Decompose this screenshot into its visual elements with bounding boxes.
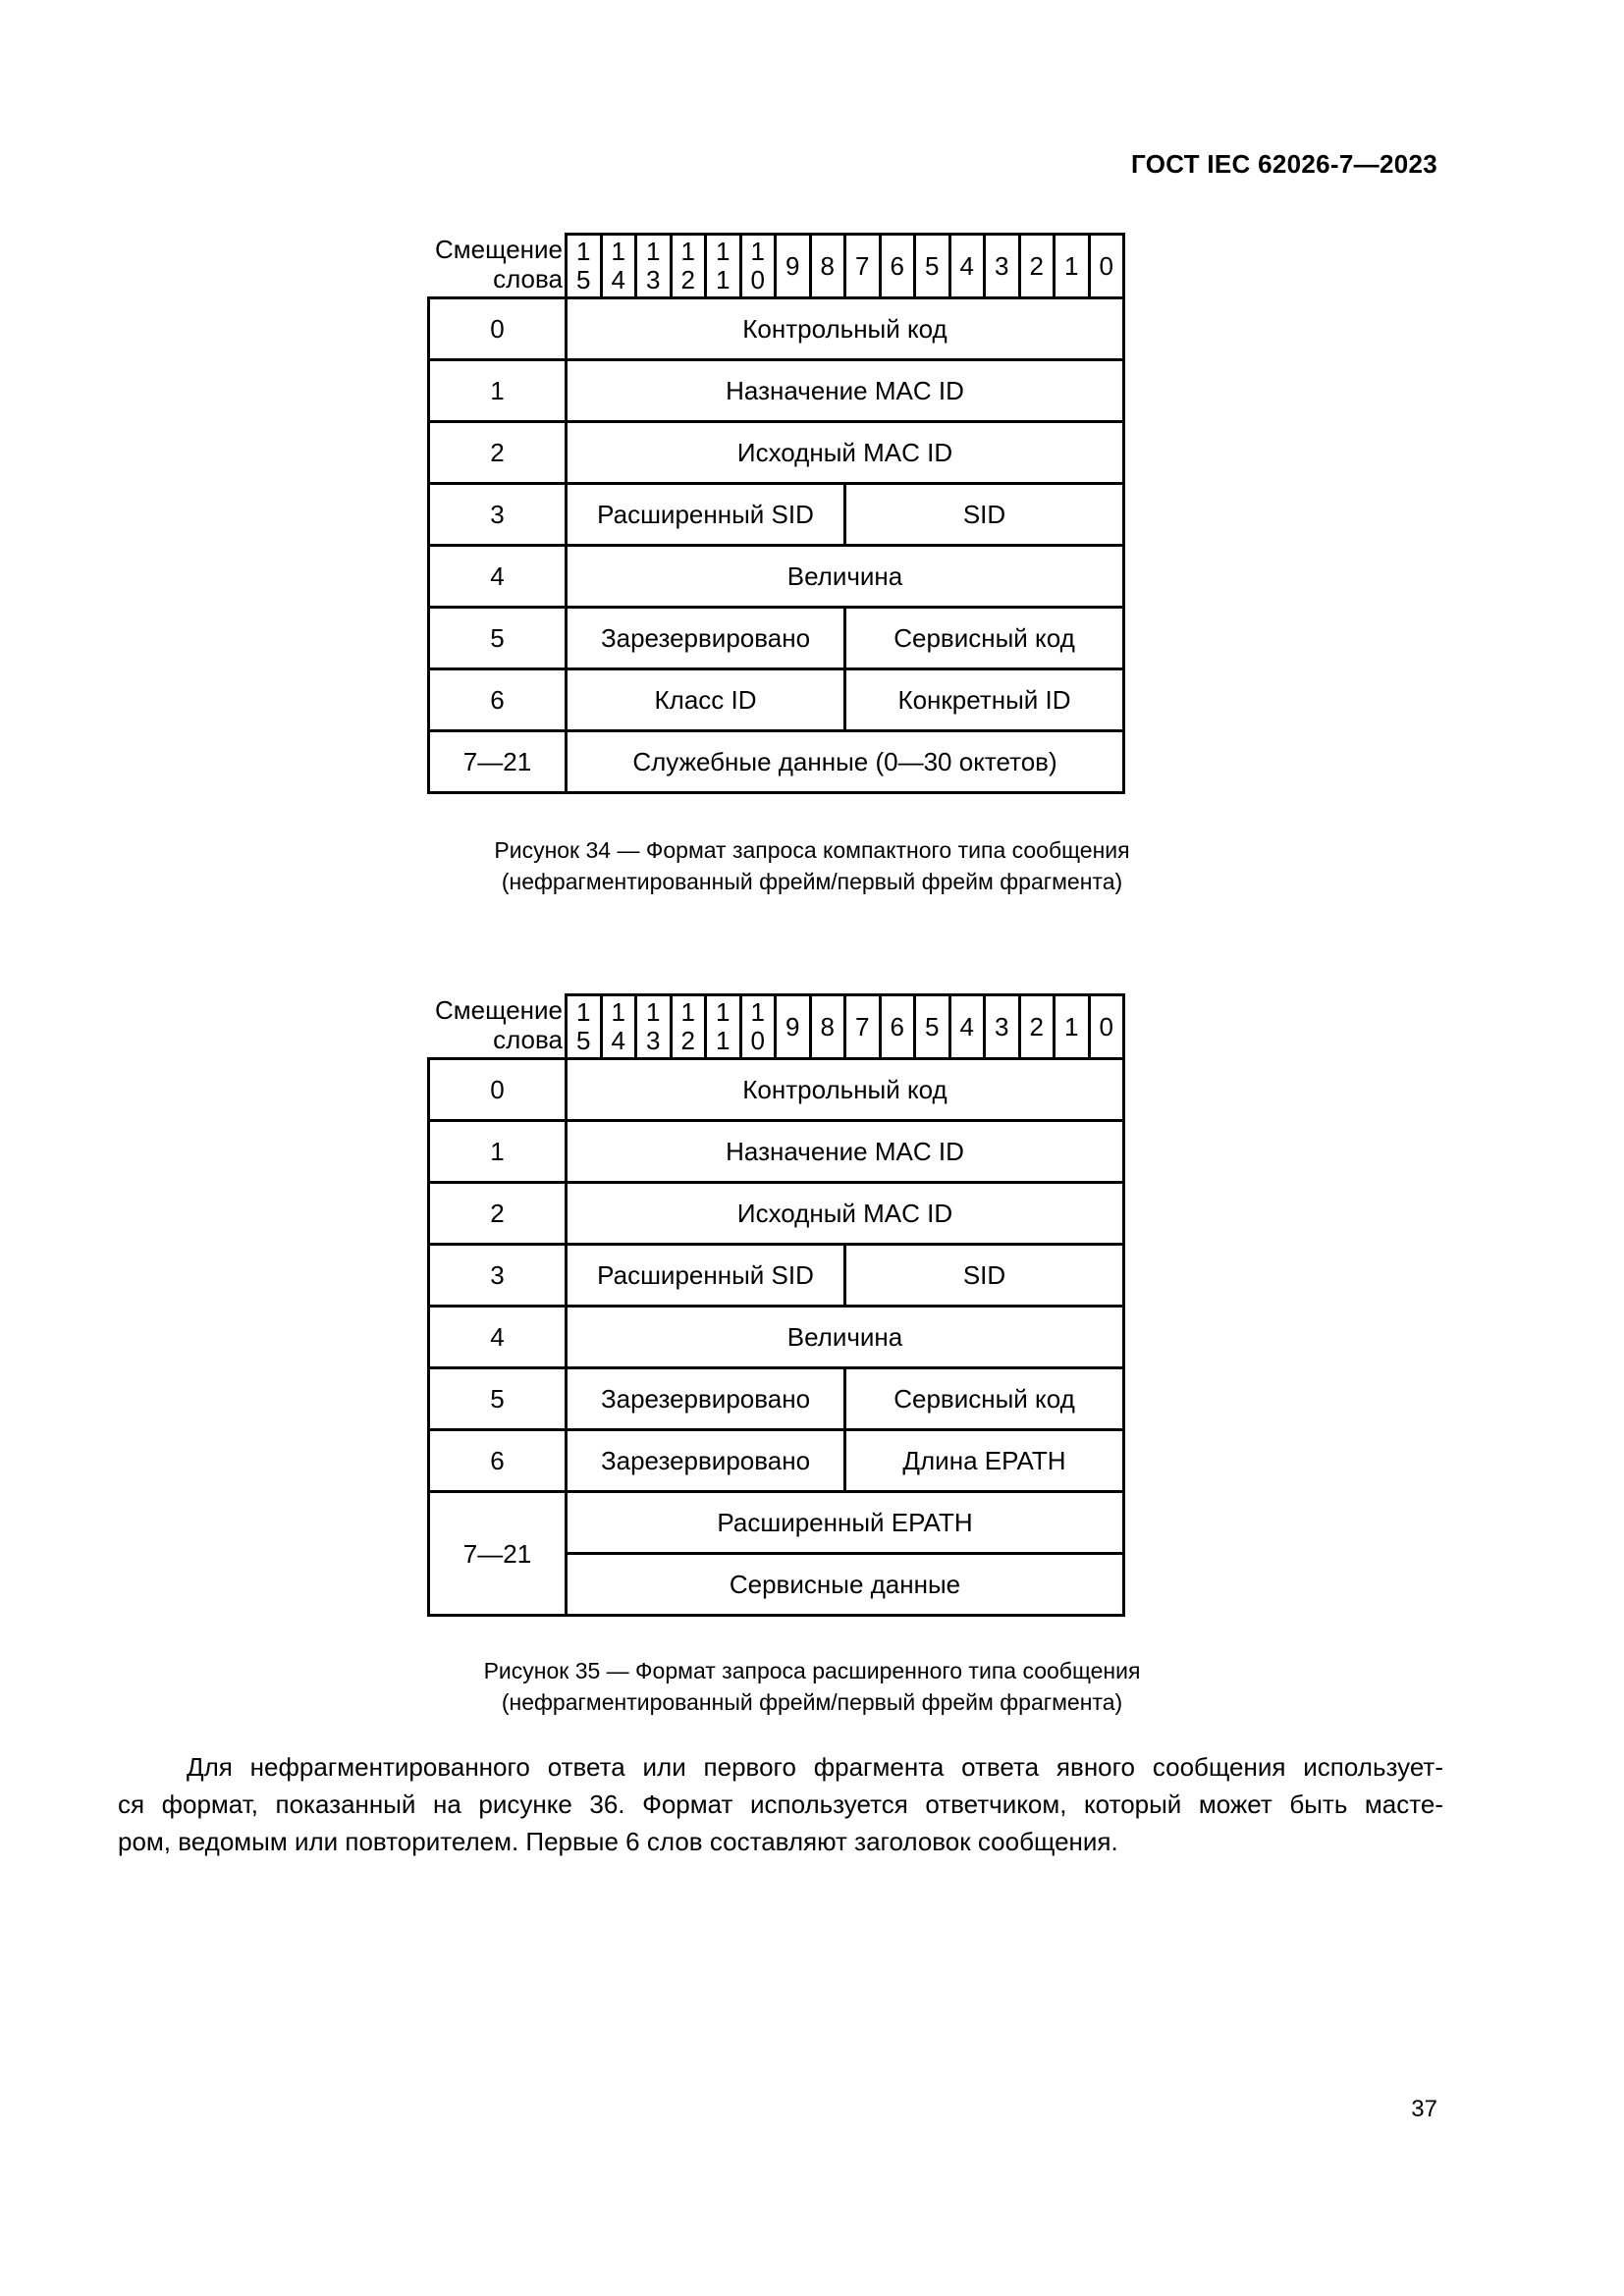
bit-digit: 1 (750, 237, 765, 267)
field-cell-high-byte: Расширенный SID (567, 484, 845, 546)
field-cell: Исходный MAC ID (567, 1183, 1124, 1245)
bit-number (949, 235, 985, 298)
bit-number (636, 995, 672, 1059)
table-row (429, 1307, 1124, 1368)
field-cell-high-byte: Класс ID (567, 669, 845, 731)
table-row (429, 1121, 1124, 1183)
bit-digit: 1 (750, 997, 765, 1028)
field-cell-low-byte: SID (845, 1245, 1124, 1307)
bit-number (776, 995, 811, 1059)
bit-digit: 5 (576, 265, 591, 294)
bit-number (1055, 235, 1090, 298)
bit-number (706, 995, 741, 1059)
word-offset-cell: 0 (429, 1059, 567, 1121)
table-row (429, 1245, 1124, 1307)
field-cell-low-byte: Сервисный код (845, 608, 1124, 669)
bit-digit: 3 (995, 1011, 1009, 1041)
bit-number (567, 235, 602, 298)
field-cell-low-byte: Конкретный ID (845, 669, 1124, 731)
table-row (429, 1492, 1124, 1554)
page-number: 37 (1411, 2096, 1437, 2122)
word-offset-cell: 0 (429, 298, 567, 360)
bit-digit: 9 (785, 1011, 800, 1041)
bit-number (985, 235, 1020, 298)
bit-number (706, 235, 741, 298)
bit-number (740, 235, 776, 298)
table-row (429, 360, 1124, 422)
table-row (429, 1183, 1124, 1245)
bit-digit: 2 (1029, 250, 1044, 281)
bit-digit: 1 (611, 237, 625, 267)
paragraph-line: Для нефрагментированного ответа или первого фрагмента ответа явного сообщения использует- (187, 1752, 1443, 1782)
bit-number (671, 235, 706, 298)
bit-digit: 2 (1029, 1011, 1044, 1041)
bit-digit: 3 (995, 250, 1009, 281)
bit-number (915, 995, 950, 1059)
bit-digit: 4 (959, 1011, 974, 1041)
bit-digit: 4 (611, 265, 625, 294)
table-row (429, 546, 1124, 608)
word-offset-cell: 5 (429, 1368, 567, 1430)
bit-digit: 1 (716, 1026, 731, 1055)
bit-number (601, 995, 636, 1059)
field-cell: Контрольный код (567, 1059, 1124, 1121)
bit-number (1019, 235, 1055, 298)
bit-digit: 1 (1064, 1011, 1079, 1041)
bit-number (1089, 995, 1124, 1059)
bit-digit: 0 (1099, 1011, 1113, 1041)
word-offset-cell: 7—21 (429, 1492, 567, 1616)
bit-digit: 6 (890, 250, 904, 281)
bit-digit: 1 (611, 997, 625, 1028)
word-offset-cell: 3 (429, 484, 567, 546)
table-row (429, 1430, 1124, 1492)
table-row (429, 484, 1124, 546)
word-offset-cell: 1 (429, 1121, 567, 1183)
bit-number (567, 995, 602, 1059)
bit-number (845, 235, 881, 298)
caption-line: (нефрагментированный фрейм/первый фрейм фрагмента) (501, 1689, 1123, 1715)
table-row (429, 422, 1124, 484)
word-offset-cell: 4 (429, 546, 567, 608)
word-offset-cell: 3 (429, 1245, 567, 1307)
word-offset-header-line: Смещение (434, 995, 563, 1026)
word-offset-cell: 2 (429, 422, 567, 484)
bit-digit: 5 (925, 250, 940, 281)
word-offset-header (429, 995, 567, 1059)
field-cell: Назначение MAC ID (567, 360, 1124, 422)
caption-line: Рисунок 35 — Формат запроса расширенного типа сообщения (483, 1658, 1141, 1683)
field-cell: Величина (567, 1307, 1124, 1368)
bit-number (740, 995, 776, 1059)
field-cell: Контрольный код (567, 298, 1124, 360)
table-row (429, 1368, 1124, 1430)
figure-35-caption (0, 1655, 1624, 1718)
word-offset-header-line: слова (493, 264, 563, 294)
field-cell-high-byte: Зарезервировано (567, 608, 845, 669)
word-offset-cell: 4 (429, 1307, 567, 1368)
bit-digit: 5 (925, 1011, 940, 1041)
caption-line: (нефрагментированный фрейм/первый фрейм фрагмента) (501, 869, 1123, 894)
bit-digit: 3 (646, 265, 661, 294)
bit-digit: 1 (1064, 250, 1079, 281)
bit-digit: 1 (680, 237, 695, 267)
word-offset-cell: 2 (429, 1183, 567, 1245)
figure-35-table (427, 993, 1125, 1617)
field-cell-high-byte: Зарезервировано (567, 1368, 845, 1430)
caption-line: Рисунок 34 — Формат запроса компактного типа сообщения (494, 837, 1130, 863)
bit-header-row (429, 235, 1124, 298)
bit-digit: 3 (646, 1026, 661, 1055)
paragraph-line: ром, ведомым или повторителем. Первые 6 слов составляют заголовок сообщения. (118, 1827, 1118, 1856)
bit-number (1055, 995, 1090, 1059)
bit-digit: 1 (646, 997, 661, 1028)
bit-number (845, 995, 881, 1059)
bit-number (636, 235, 672, 298)
word-offset-header-line: Смещение (434, 235, 563, 265)
bit-number (949, 995, 985, 1059)
bit-number (880, 235, 915, 298)
table-row (429, 1059, 1124, 1121)
bit-number (601, 235, 636, 298)
bit-digit: 4 (611, 1026, 625, 1055)
bit-digit: 9 (785, 250, 800, 281)
bit-digit: 1 (716, 237, 731, 267)
bit-digit: 6 (890, 1011, 904, 1041)
bit-number (776, 235, 811, 298)
bit-digit: 1 (576, 997, 591, 1028)
table-row (429, 669, 1124, 731)
bit-number (985, 995, 1020, 1059)
bit-number (1019, 995, 1055, 1059)
figure-34-caption (0, 834, 1624, 897)
field-cell: Величина (567, 546, 1124, 608)
bit-header-row (429, 995, 1124, 1059)
bit-digit: 1 (716, 997, 731, 1028)
bit-number (1089, 235, 1124, 298)
word-offset-header-line: слова (493, 1025, 563, 1055)
field-cell-low-byte: Сервисный код (845, 1368, 1124, 1430)
bit-digit: 8 (820, 1011, 835, 1041)
word-offset-cell: 5 (429, 608, 567, 669)
bit-digit: 1 (646, 237, 661, 267)
bit-number (810, 995, 845, 1059)
bit-number (880, 995, 915, 1059)
bit-digit: 1 (576, 237, 591, 267)
table-row (429, 608, 1124, 669)
paragraph-line: ся формат, показанный на рисунке 36. Формат используется ответчиком, который может быть масте- (118, 1789, 1443, 1819)
bit-digit: 8 (820, 250, 835, 281)
bit-digit: 0 (750, 265, 765, 294)
word-offset-cell: 6 (429, 669, 567, 731)
bit-number (671, 995, 706, 1059)
figure-34-table (427, 233, 1125, 794)
bit-digit: 2 (680, 265, 695, 294)
bit-digit: 7 (855, 1011, 870, 1041)
word-offset-cell: 1 (429, 360, 567, 422)
field-cell-low-byte: Длина EPATH (845, 1430, 1124, 1492)
bit-digit: 1 (716, 265, 731, 294)
bit-digit: 0 (750, 1026, 765, 1055)
bit-number (915, 235, 950, 298)
field-cell: Исходный MAC ID (567, 422, 1124, 484)
field-cell-low-byte: SID (845, 484, 1124, 546)
document-header: ГОСТ IEC 62026-7—2023 (1131, 149, 1437, 179)
field-cell: Расширенный EPATH (567, 1492, 1124, 1554)
word-offset-header (429, 235, 567, 298)
bit-digit: 4 (959, 250, 974, 281)
bit-digit: 5 (576, 1026, 591, 1055)
field-cell-high-byte: Расширенный SID (567, 1245, 845, 1307)
bit-digit: 0 (1099, 250, 1113, 281)
table-row (429, 731, 1124, 793)
field-cell: Служебные данные (0—30 октетов) (567, 731, 1124, 793)
table-row (429, 298, 1124, 360)
bit-digit: 2 (680, 1026, 695, 1055)
bit-digit: 7 (855, 250, 870, 281)
bit-digit: 1 (680, 997, 695, 1028)
bit-number (810, 235, 845, 298)
field-cell: Сервисные данные (567, 1554, 1124, 1616)
word-offset-cell: 6 (429, 1430, 567, 1492)
word-offset-cell: 7—21 (429, 731, 567, 793)
field-cell: Назначение MAC ID (567, 1121, 1124, 1183)
body-paragraph (118, 1748, 1443, 1860)
field-cell-high-byte: Зарезервировано (567, 1430, 845, 1492)
